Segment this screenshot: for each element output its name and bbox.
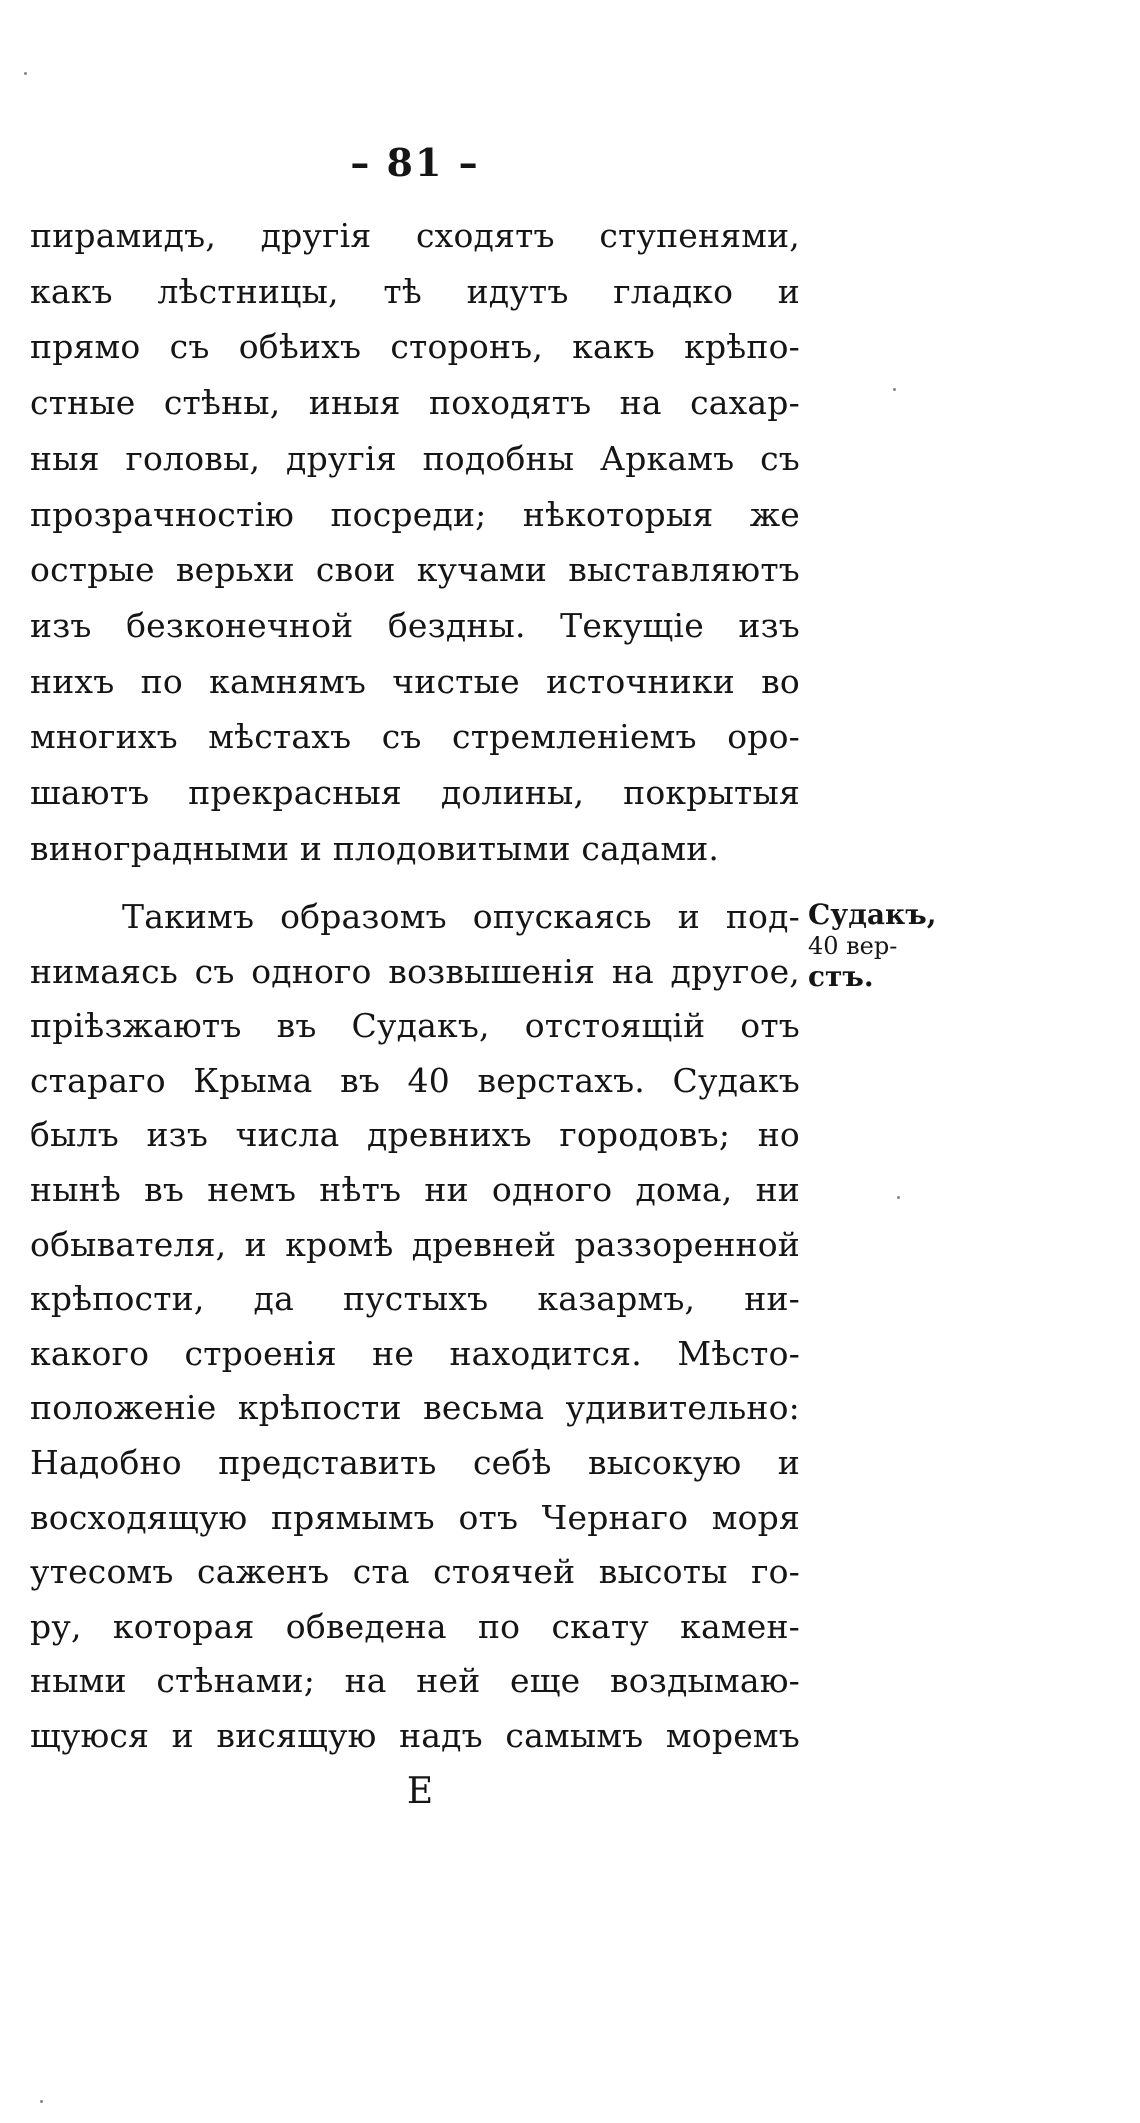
text-line: какъ лѣстницы, тѣ идутъ гладко и [30, 271, 800, 311]
text-line: многихъ мѣстахъ съ стремленіемъ оро- [30, 717, 800, 757]
text-line: пирамидъ, другія сходятъ ступенями, [30, 216, 800, 255]
text-line: виноградными и плодовитыми садами. [30, 828, 720, 868]
paper-speck [893, 388, 896, 391]
text-line: восходящую прямымъ отъ Чернаго моря [30, 1497, 800, 1537]
text-line: обывателя, и кромѣ древней раззоренной [30, 1224, 800, 1264]
text-line: Такимъ образомъ опускаясь и под- [122, 897, 800, 936]
text-line: нынѣ въ немъ нѣтъ ни одного дома, ни [30, 1169, 800, 1209]
page-number: – 81 – [350, 140, 480, 185]
text-line: утесомъ саженъ ста стоячей высоты го- [30, 1552, 800, 1592]
paragraph-2 [30, 890, 800, 1764]
paragraph-1 [30, 208, 800, 876]
paper-speck [24, 72, 27, 75]
margin-note-line: Судакъ, [808, 898, 937, 931]
text-line: стные стѣны, иныя походятъ на сахар- [30, 383, 800, 423]
paper-speck [897, 1196, 900, 1199]
text-line: крѣпости, да пустыхъ казармъ, ни- [30, 1279, 800, 1319]
paper-speck [40, 2100, 43, 2103]
text-line: Надобно представить себѣ высокую и [30, 1442, 800, 1482]
text-line: острые верьхи свои кучами выставляютъ [30, 550, 800, 590]
text-line: былъ изъ числа древнихъ городовъ; но [30, 1115, 800, 1155]
text-line: положеніе крѣпости весьма удивительно: [30, 1388, 800, 1428]
text-line: прозрачностію посреди; нѣкоторыя же [30, 494, 800, 534]
text-line: шаютъ прекрасныя долины, покрытыя [30, 773, 800, 813]
text-line: стараго Крыма въ 40 верстахъ. Судакъ [30, 1060, 800, 1100]
text-line: щуюся и висящую надъ самымъ моремъ [30, 1715, 800, 1755]
text-line: ныя головы, другія подобны Аркамъ съ [30, 438, 800, 478]
margin-note-line: стъ. [808, 960, 874, 993]
text-line: какого строенія не находится. Мѣсто- [30, 1333, 800, 1373]
text-line: нихъ по камнямъ чистые источники во [30, 661, 800, 701]
text-line: прямо съ обѣихъ сторонъ, какъ крѣпо- [30, 327, 800, 367]
margin-note-line: 40 вер- [808, 932, 898, 960]
text-line: изъ безконечной бездны. Текущіе изъ [30, 605, 800, 645]
text-line: пріѣзжаютъ въ Судакъ, отстоящій отъ [30, 1006, 800, 1046]
margin-note [808, 898, 948, 994]
signature-mark: E [406, 1771, 434, 1812]
text-line: ру, которая обведена по скату камен- [30, 1606, 800, 1646]
text-line: нимаясь съ одного возвышенія на другое, [30, 951, 800, 991]
text-line: ными стѣнами; на ней еще воздымаю- [30, 1661, 800, 1701]
